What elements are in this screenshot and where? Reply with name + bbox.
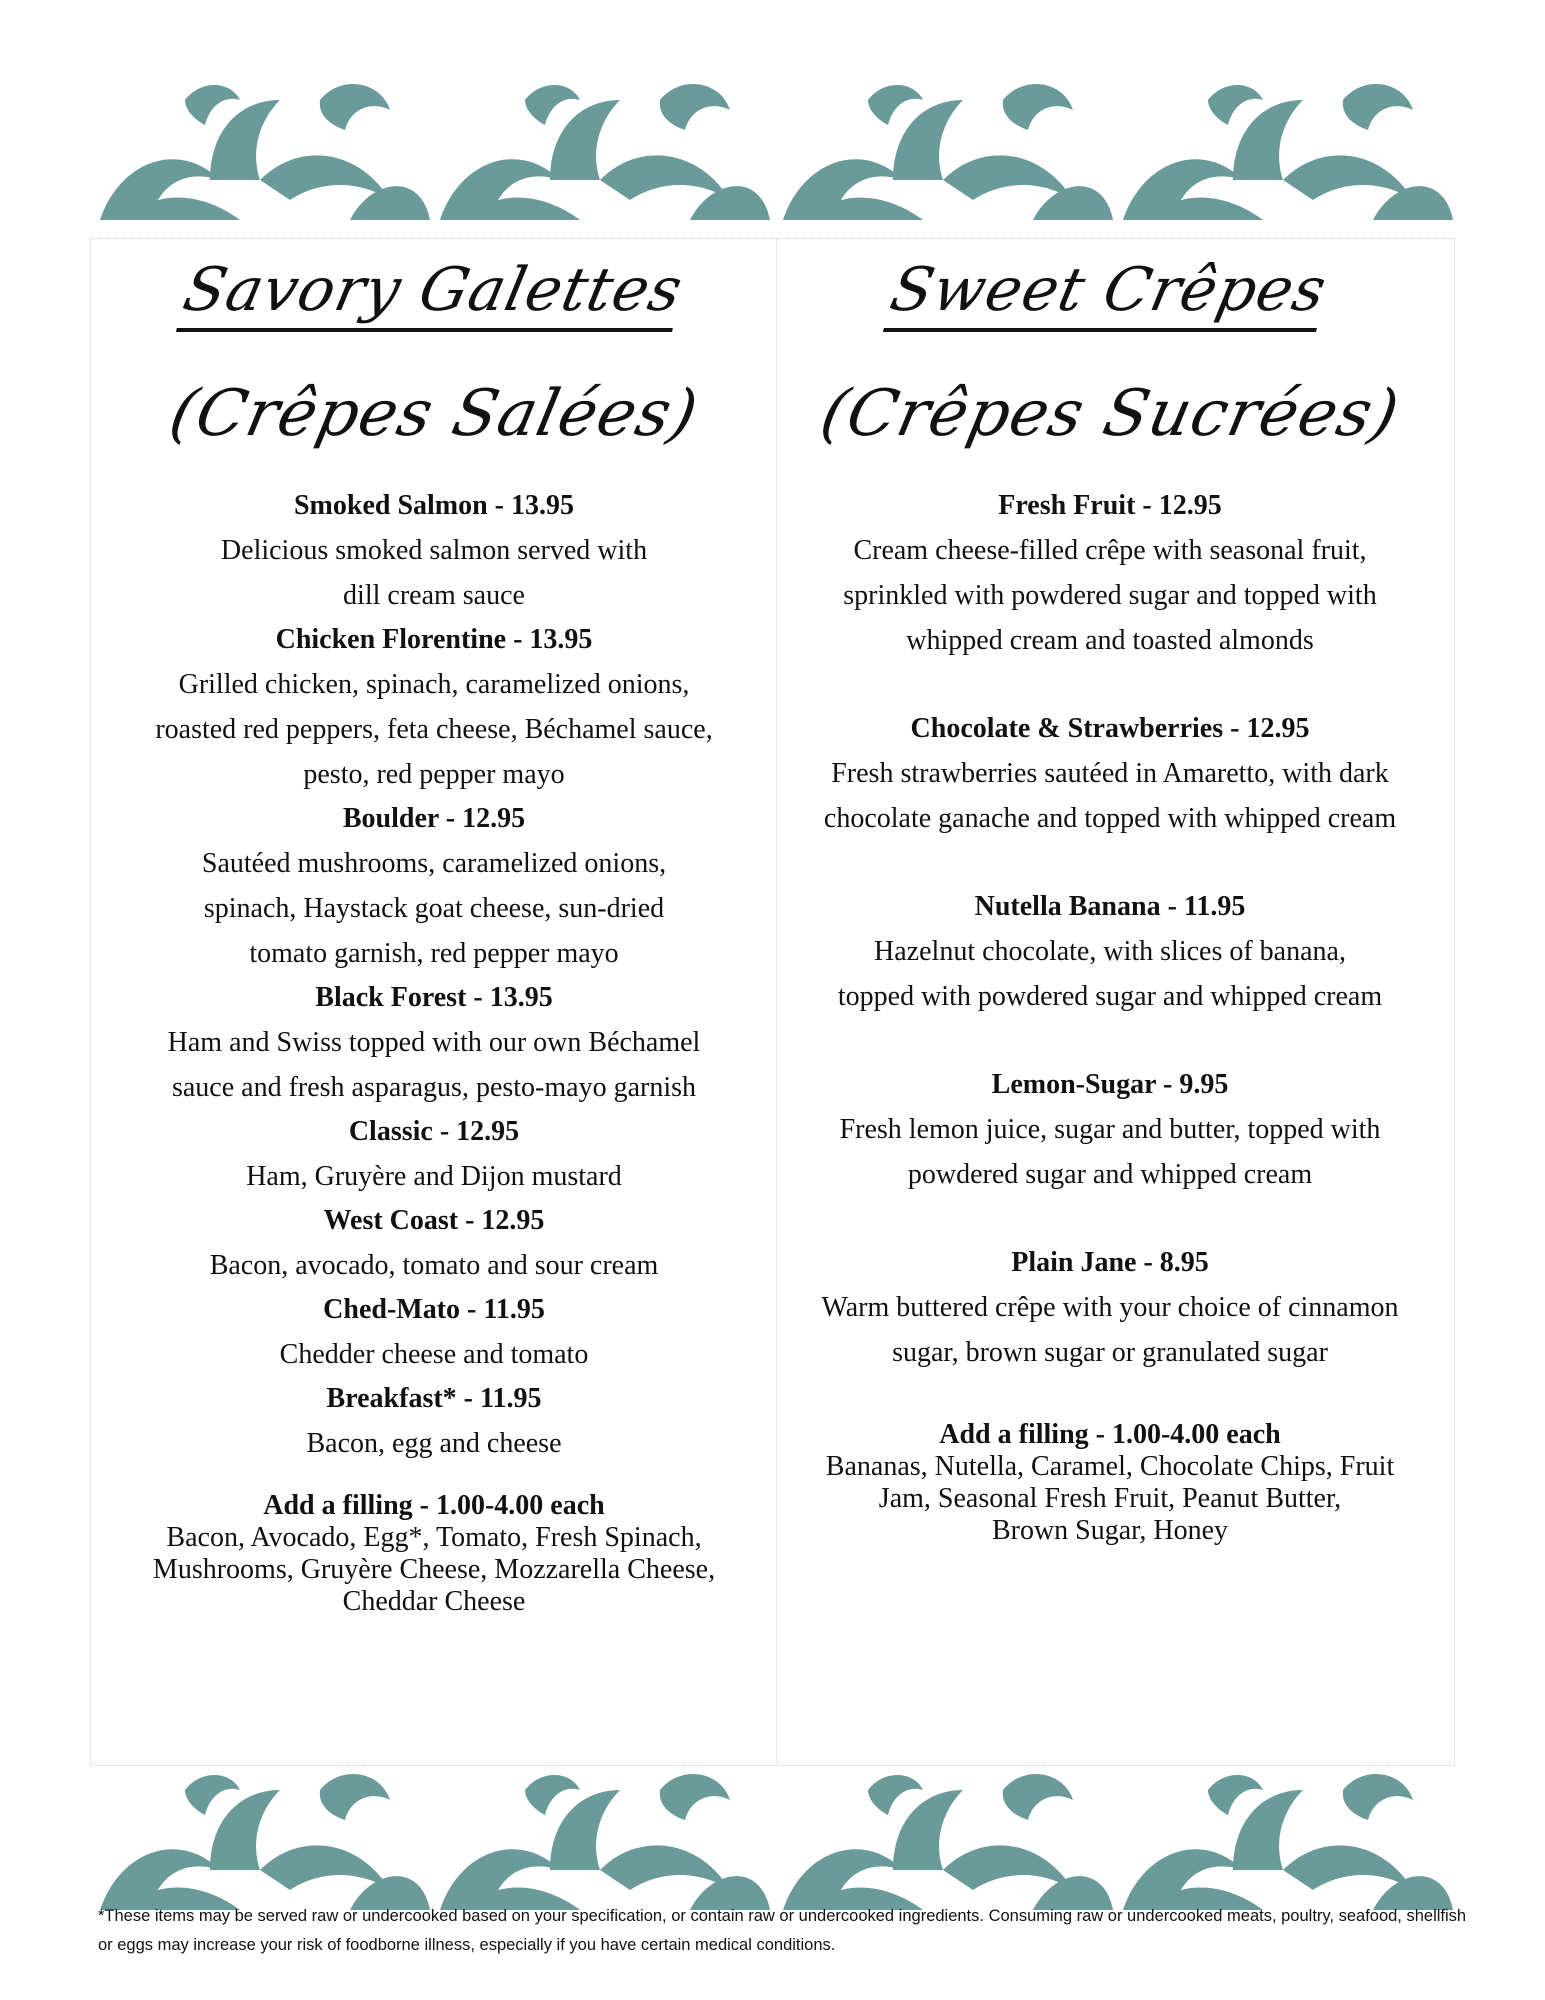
item-name: West Coast - 12.95: [323, 1205, 545, 1236]
savory-items: [114, 484, 754, 1466]
menu-item: [114, 1377, 754, 1466]
item-description: Warm buttered crêpe with your choice of cinnamon sugar, brown sugar or granulated sugar: [821, 1292, 1399, 1368]
item-name: Breakfast* - 11.95: [326, 1383, 542, 1414]
item-description: Cream cheese-filled crêpe with seasonal fruit, sprinkled with powdered sugar and topped with whipped cream and toasted almonds: [843, 535, 1377, 656]
item-name: Fresh Fruit - 12.95: [998, 490, 1222, 521]
menu-item: [114, 976, 754, 1110]
menu-item: [114, 618, 754, 797]
savory-subtitle: (Crêpes Salées): [163, 377, 705, 451]
item-description: Delicious smoked salmon served with dill cream sauce: [220, 535, 648, 611]
menu-item: [114, 1199, 754, 1288]
item-name: Chicken Florentine - 13.95: [275, 624, 593, 655]
item-name: Black Forest - 13.95: [315, 982, 553, 1013]
filling-options: Bananas, Nutella, Caramel, Chocolate Chips, Fruit Jam, Seasonal Fresh Fruit, Peanut Butter, Brown Sugar, Honey: [825, 1451, 1395, 1546]
menu-item: [114, 1110, 754, 1199]
item-description: Fresh strawberries sautéed in Amaretto, with dark chocolate ganache and topped with whipped cream: [823, 758, 1397, 834]
menu-item: [790, 484, 1430, 663]
item-description: Chedder cheese and tomato: [279, 1339, 589, 1370]
filling-options: Bacon, Avocado, Egg*, Tomato, Fresh Spinach, Mushrooms, Gruyère Cheese, Mozzarella Cheese, Cheddar Cheese: [152, 1522, 716, 1617]
item-description: Sautéed mushrooms, caramelized onions, spinach, Haystack goat cheese, sun-dried tomato garnish, red pepper mayo: [201, 848, 667, 969]
top-ornament-border: [90, 70, 1455, 230]
sweet-column: [790, 238, 1430, 1547]
item-description: Bacon, egg and cheese: [306, 1428, 562, 1459]
sweet-title: Sweet Crêpes: [883, 238, 1336, 332]
item-name: Ched-Mato - 11.95: [323, 1294, 545, 1325]
menu-item: [114, 1288, 754, 1377]
menu-item: [114, 797, 754, 976]
item-name: Chocolate & Strawberries - 12.95: [910, 713, 1310, 744]
sweet-filling-section: [790, 1419, 1430, 1547]
menu-item: [790, 1241, 1430, 1375]
savory-filling-section: [114, 1490, 754, 1618]
filling-title: Add a filling - 1.00-4.00 each: [263, 1490, 605, 1521]
leaf-scroll-ornament-icon: [90, 70, 1455, 230]
menu-item: [790, 1063, 1430, 1197]
item-description: Fresh lemon juice, sugar and butter, topped with powdered sugar and whipped cream: [839, 1114, 1381, 1190]
column-divider: [776, 238, 777, 1766]
item-name: Smoked Salmon - 13.95: [293, 490, 575, 521]
item-name: Boulder - 12.95: [342, 803, 526, 834]
item-name: Nutella Banana - 11.95: [974, 891, 1246, 922]
menu-item: [114, 484, 754, 618]
menu-item: [790, 707, 1430, 841]
savory-column: [114, 238, 754, 1618]
sweet-items: [790, 484, 1430, 1375]
item-name: Lemon-Sugar - 9.95: [991, 1069, 1229, 1100]
sweet-subtitle: (Crêpes Sucrées): [814, 377, 1406, 451]
item-description: Ham and Swiss topped with our own Béchamel sauce and fresh asparagus, pesto-mayo garnish: [167, 1027, 701, 1103]
item-description: Hazelnut chocolate, with slices of banana, topped with powdered sugar and whipped cream: [837, 936, 1383, 1012]
food-safety-footnote: *These items may be served raw or undercooked based on your specification, or contain raw or undercooked ingredients. Consuming raw or undercooked meats, poultry, seafood, shellfish or eggs may increase your risk of foodborne illness, especially if you have certain medical conditions.: [98, 1907, 1467, 1954]
item-description: Grilled chicken, spinach, caramelized onions, roasted red peppers, feta cheese, Béchamel sauce, pesto, red pepper mayo: [155, 669, 713, 790]
item-name: Classic - 12.95: [348, 1116, 520, 1147]
filling-title: Add a filling - 1.00-4.00 each: [939, 1419, 1281, 1450]
menu-item: [790, 885, 1430, 1019]
savory-title: Savory Galettes: [176, 238, 692, 332]
item-description: Ham, Gruyère and Dijon mustard: [246, 1161, 622, 1192]
item-description: Bacon, avocado, tomato and sour cream: [209, 1250, 659, 1281]
item-name: Plain Jane - 8.95: [1011, 1247, 1209, 1278]
bottom-ornament-border: [90, 1760, 1455, 1920]
leaf-scroll-ornament-icon: [90, 1760, 1455, 1920]
